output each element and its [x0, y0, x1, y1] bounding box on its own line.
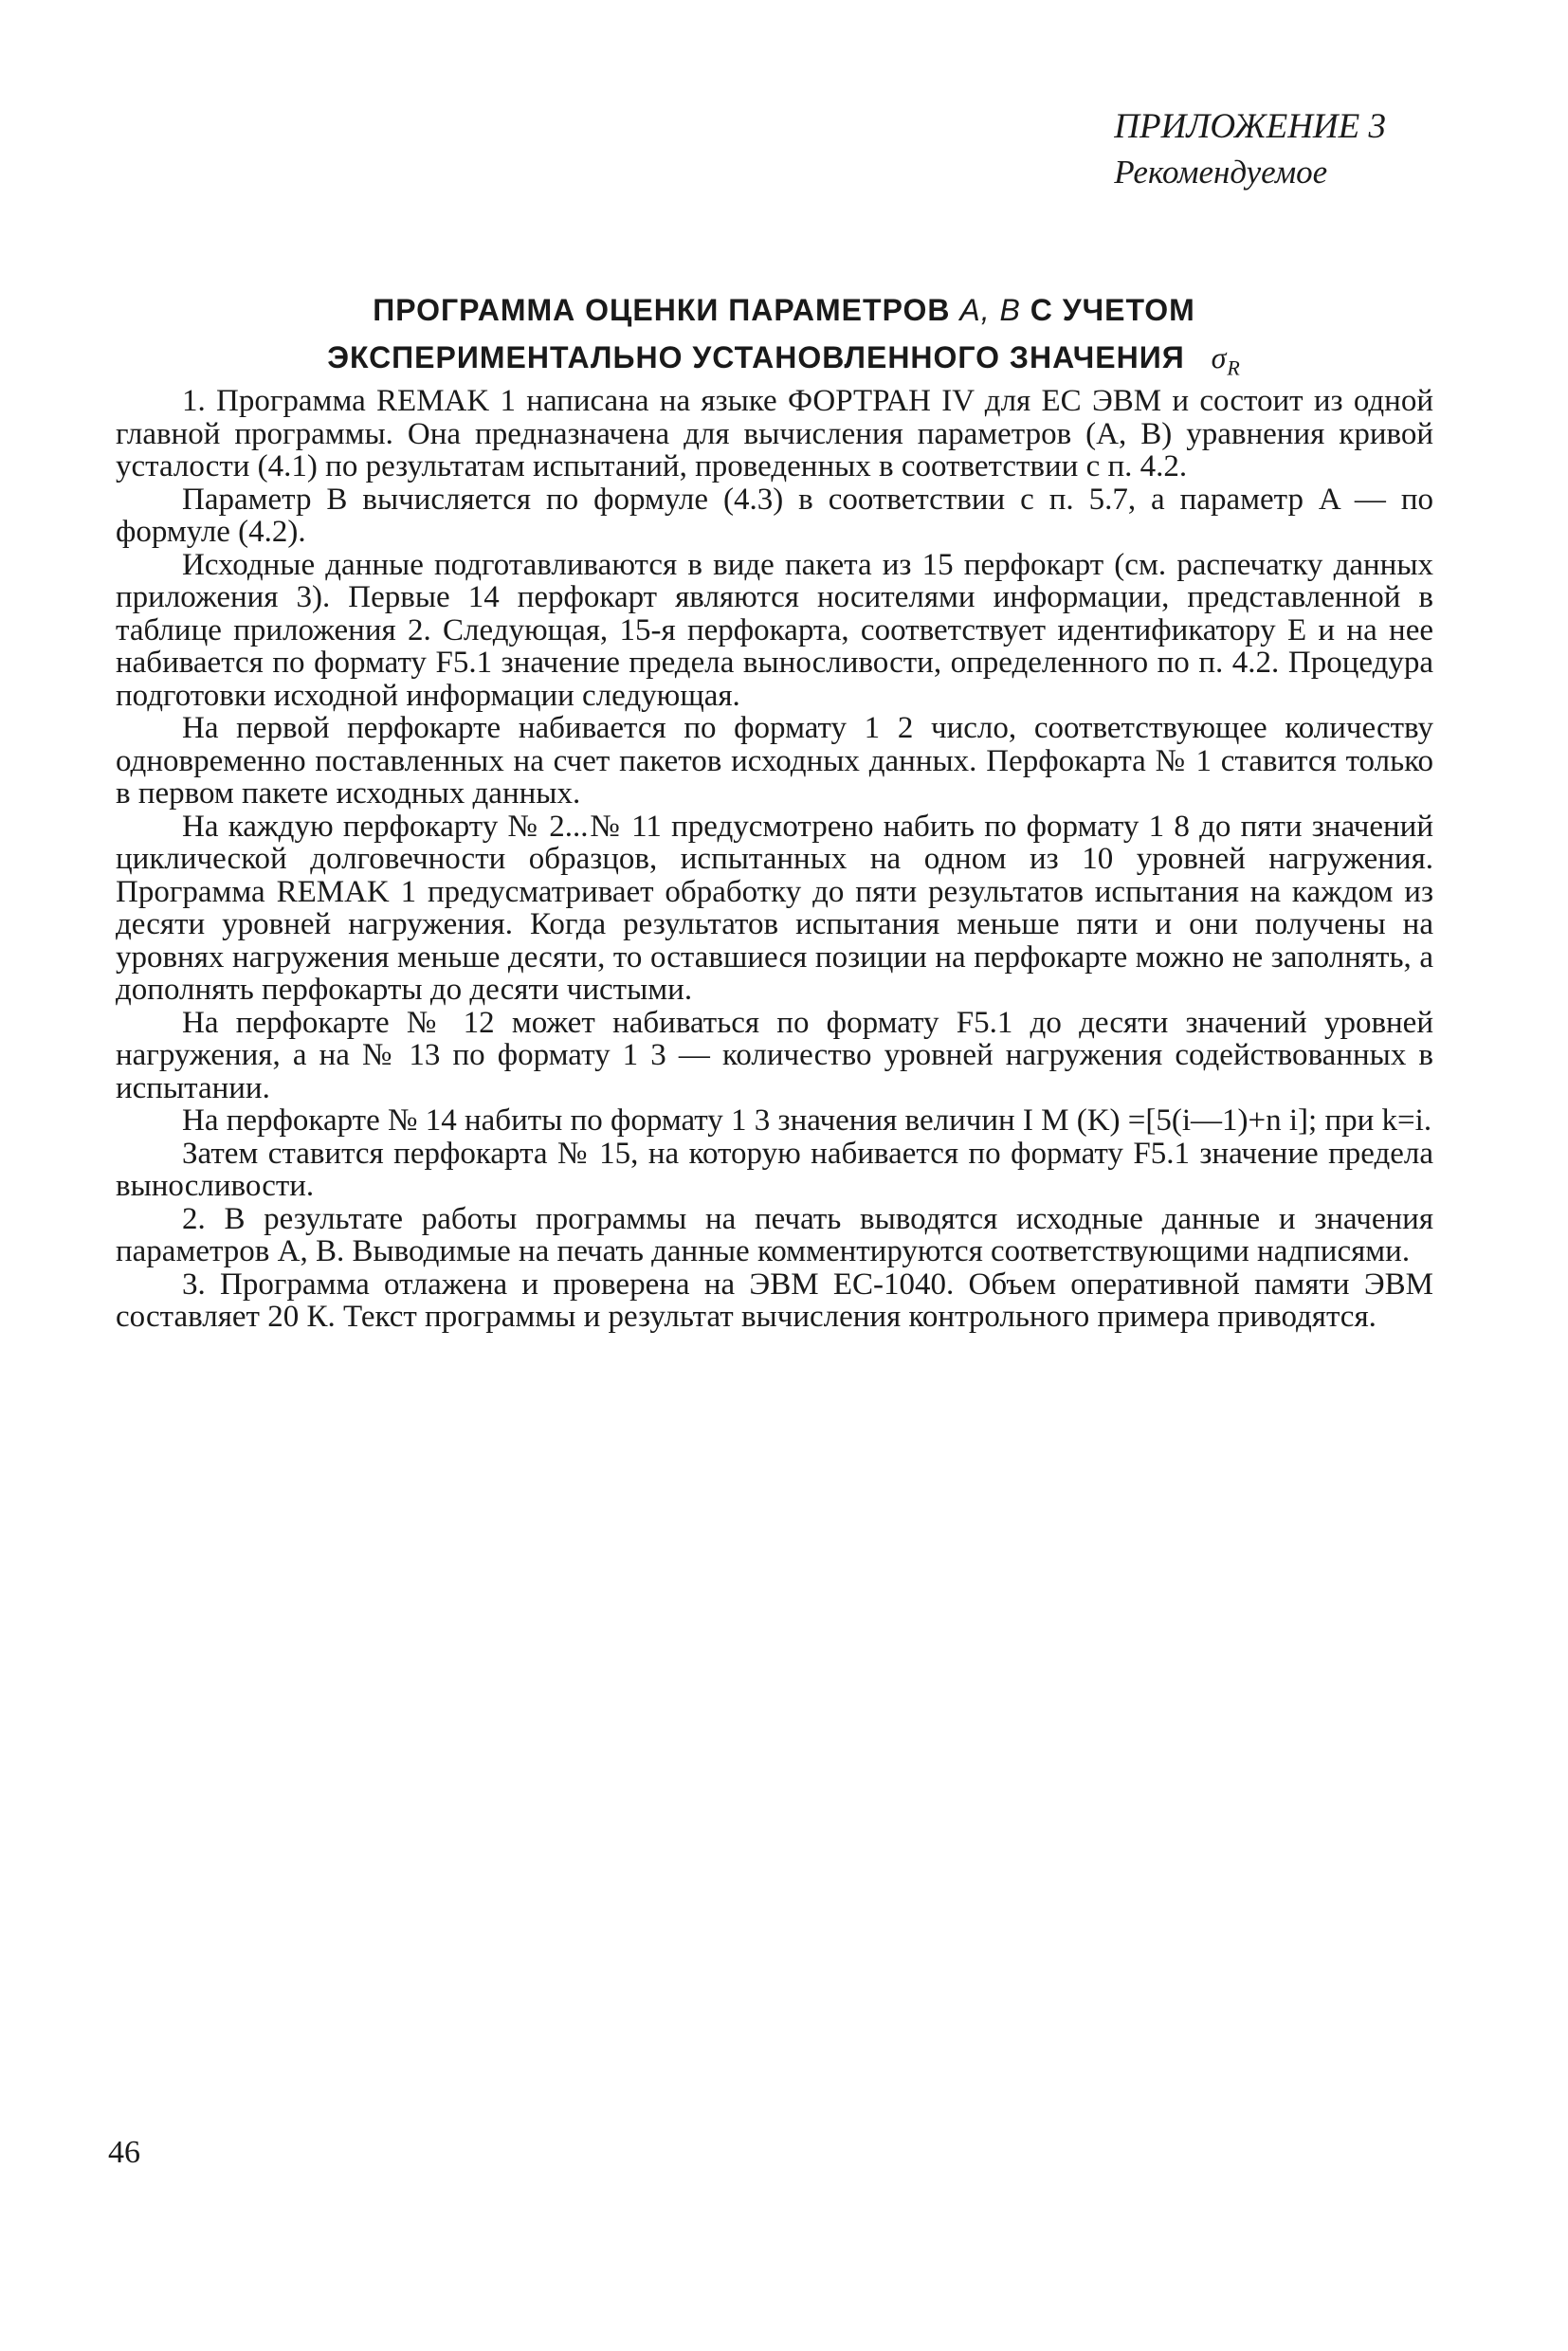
- paragraph: 2. В результате работы программы на печать выводятся исходные данные и значения параметров A, B. Выводимые на печать данные комментируются соответствующими надписями.: [116, 1201, 1433, 1268]
- sigma-subscript: R: [1227, 355, 1241, 380]
- paragraph: На каждую перфокарту № 2...№ 11 предусмотрено набить по формату 1 8 до пяти значений циклической долговечности образцов, испытанных на одном из 10 уровней нагружения. Программа REMAK 1 предусматривает обработку до пяти результатов испытания на каждом из десяти уровней нагружения. Когда результатов испытания меньше пяти и они получены на уровнях нагружения меньше десяти, то оставшиеся позиции на перфокарте можно не заполнять, а дополнять перфокарты до десяти чистыми.: [116, 809, 1433, 1007]
- sigma-letter: σ: [1211, 340, 1228, 374]
- paragraph: 1. Программа REMAK 1 написана на языке ФОРТРАН IV для ЕС ЭВМ и состоит из одной главной программы. Она предназначена для вычисления параметров (A, B) уравнения кривой усталости (4.1) по результатам испытаний, проведенных в соответствии с п. 4.2.: [116, 384, 1433, 483]
- body-text: [116, 385, 1433, 1334]
- paragraph: На перфокарте № 12 может набиваться по формату F5.1 до десяти значений уровней нагружения, а на № 13 по формату 1 3 — количество уровней нагружения содействованных в испытании.: [116, 1005, 1433, 1105]
- paragraph: Затем ставится перфокарта № 15, на которую набивается по формату F5.1 значение предела выносливости.: [116, 1136, 1433, 1203]
- paragraph: Исходные данные подготавливаются в виде пакета из 15 перфокарт (см. распечатку данных приложения 3). Первые 14 перфокарт являются носителями информации, представленной в таблице приложения 2. Следующая, 15-я перфокарта, соответствует идентификатору E и на нее набивается по формату F5.1 значение предела выносливости, определенного по п. 4.2. Процедура подготовки исходной информации следующая.: [116, 547, 1433, 713]
- title-symbols: A, B: [959, 293, 1021, 327]
- paragraph: 3. Программа отлажена и проверена на ЭВМ ЕС-1040. Объем оперативной памяти ЭВМ составляет 20 К. Текст программы и результат вычисления контрольного примера приводятся.: [116, 1267, 1433, 1334]
- paragraph: На перфокарте № 14 набиты по формату 1 3 значения величин I M (K) =[5(i—1)+n i]; при k=i.: [182, 1103, 1432, 1138]
- appendix-label: ПРИЛОЖЕНИЕ: [1114, 107, 1360, 146]
- appendix-number: 3: [1368, 107, 1388, 146]
- appendix-header: [1114, 104, 1388, 195]
- page-number: 46: [108, 2135, 140, 2170]
- title-line-2-text: ЭКСПЕРИМЕНТАЛЬНО УСТАНОВЛЕННОГО ЗНАЧЕНИЯ: [327, 340, 1185, 374]
- title-line-1: [0, 286, 1568, 334]
- sigma-symbol: [1211, 340, 1241, 380]
- document-title: [0, 286, 1568, 392]
- appendix-status: Рекомендуемое: [1114, 154, 1328, 191]
- paragraph: На первой перфокарте набивается по формату 1 2 число, соответствующее количеству одновременно поставленных на счет пакетов исходных данных. Перфокарта № 1 ставится только в первом пакете исходных данных.: [116, 711, 1433, 811]
- paragraph: Параметр B вычисляется по формуле (4.3) в соответствии с п. 5.7, а параметр A — по формуле (4.2).: [116, 482, 1433, 549]
- title-line-1-part-1: ПРОГРАММА ОЦЕНКИ ПАРАМЕТРОВ: [373, 293, 951, 327]
- title-line-1-part-2: С УЧЕТОМ: [1030, 293, 1195, 327]
